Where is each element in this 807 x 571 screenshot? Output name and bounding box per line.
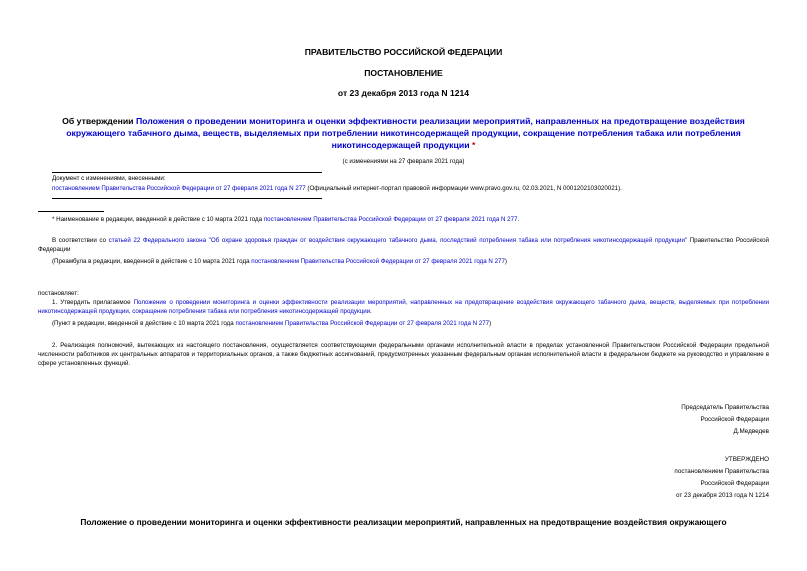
amendments-tail: (Официальный интернет-портал правовой информации www.pravo.gov.ru, 02.03.2021, N 0001202103020021). — [305, 185, 622, 192]
resolves-label: постановляет: — [38, 290, 79, 297]
approved-line-1: УТВЕРЖДЕНО — [724, 456, 769, 463]
amendments-link[interactable]: постановлением Правительства Российской Федерации от 27 февраля 2021 года N 277 — [52, 185, 306, 192]
signature-line-1: Председатель Правительства — [681, 404, 769, 411]
preamble-suffix: Правительство Российской Федерации — [38, 237, 769, 253]
preamble-note-suffix: ) — [504, 258, 507, 265]
preamble — [38, 236, 769, 254]
item-1-prefix: 1. Утвердить прилагаемое — [52, 299, 134, 306]
approved-line-4: от 23 декабря 2013 года N 1214 — [675, 492, 769, 499]
item-1-note — [52, 319, 772, 328]
changes-note: (с изменениями на 27 февраля 2021 года) — [342, 158, 465, 165]
signature-block — [569, 402, 769, 438]
preamble-prefix: В соответствии со — [52, 237, 109, 244]
preamble-note-link[interactable]: постановлением Правительства Российской Федерации от 27 февраля 2021 года N 277 — [251, 258, 505, 265]
preamble-note — [52, 257, 772, 266]
approved-line-2: постановлением Правительства — [674, 468, 769, 475]
footnote-rule — [38, 211, 104, 212]
preamble-note-prefix: (Преамбула в редакции, введенной в действие с 10 марта 2021 года — [52, 258, 252, 265]
regulation-heading: Положение о проведении мониторинга и оценки эффективности реализации мероприятий, направленных на предотвращение воздействия окружающего — [80, 517, 727, 527]
footnote-suffix: . — [517, 216, 520, 223]
amendments-bottom-rule — [52, 198, 322, 199]
item-1-suffix: . — [370, 308, 372, 315]
footnote-prefix: * Наименование в редакции, введенной в действие с 10 марта 2021 года — [52, 216, 264, 223]
document-title — [40, 115, 767, 151]
item-1-note-link[interactable]: постановлением Правительства Российской Федерации от 27 февраля 2021 года N 277 — [235, 320, 490, 327]
doc-type-heading: ПОСТАНОВЛЕНИЕ — [364, 68, 443, 78]
item-2: 2. Реализация полномочий, вытекающих из настоящего постановления, осуществляется соответствующими федеральными органами исполнительной власти в пределах установленной Правительством Российской Федерации предельной численности работников их центральных аппаратов и территориальных органов, а также бюджетных ассигнований, предусмотренных указанным федеральным органам исполнительной власти в федеральном бюджете на руководство и управление в сфере установленных функций. — [38, 342, 769, 367]
title-prefix: Об утверждении — [62, 116, 136, 126]
approved-line-3: Российской Федерации — [700, 480, 769, 487]
signature-line-2: Российской Федерации — [700, 416, 769, 423]
amendments-label: Документ с изменениями, внесенными: — [52, 175, 166, 182]
approved-block — [569, 454, 769, 502]
title-link[interactable]: Положения о проведении мониторинга и оценки эффективности реализации мероприятий, направленных на предотвращение воздействия окружающего табачного дыма, веществ, выделяемых при потреблении никотинсодержащей продукции, сокращение потребления табака или потребления никотинсодержащей продукции — [66, 116, 745, 150]
footnote — [52, 215, 772, 224]
government-heading: ПРАВИТЕЛЬСТВО РОССИЙСКОЙ ФЕДЕРАЦИИ — [304, 47, 503, 57]
signature-line-3: Д.Медведев — [733, 428, 769, 435]
item-1-note-prefix: (Пункт в редакции, введенной в действие с 10 марта 2021 года — [52, 320, 236, 327]
amendments-entry — [52, 184, 772, 193]
amendments-top-rule — [52, 172, 322, 173]
date-number-heading: от 23 декабря 2013 года N 1214 — [337, 88, 470, 98]
title-footnote-star[interactable]: * — [469, 140, 476, 150]
footnote-link[interactable]: постановлением Правительства Российской Федерации от 27 февраля 2021 года N 277 — [263, 216, 518, 223]
item-1-note-suffix: ) — [489, 320, 492, 327]
item-1 — [38, 298, 769, 316]
item-1-link[interactable]: Положение о проведении мониторинга и оценки эффективности реализации мероприятий, направленных на предотвращение воздействия окружающего табачного дыма, веществ, выделяемых при потреблении никотинсодержащей продукции, сокращение потребления табака или потребления никотинсодержащей продукции — [38, 299, 769, 315]
preamble-link[interactable]: статьей 22 Федерального закона "Об охране здоровья граждан от воздействия окружающего табачного дыма, последствий потребления табака или потребления никотинсодержащей продукции" — [108, 237, 688, 244]
